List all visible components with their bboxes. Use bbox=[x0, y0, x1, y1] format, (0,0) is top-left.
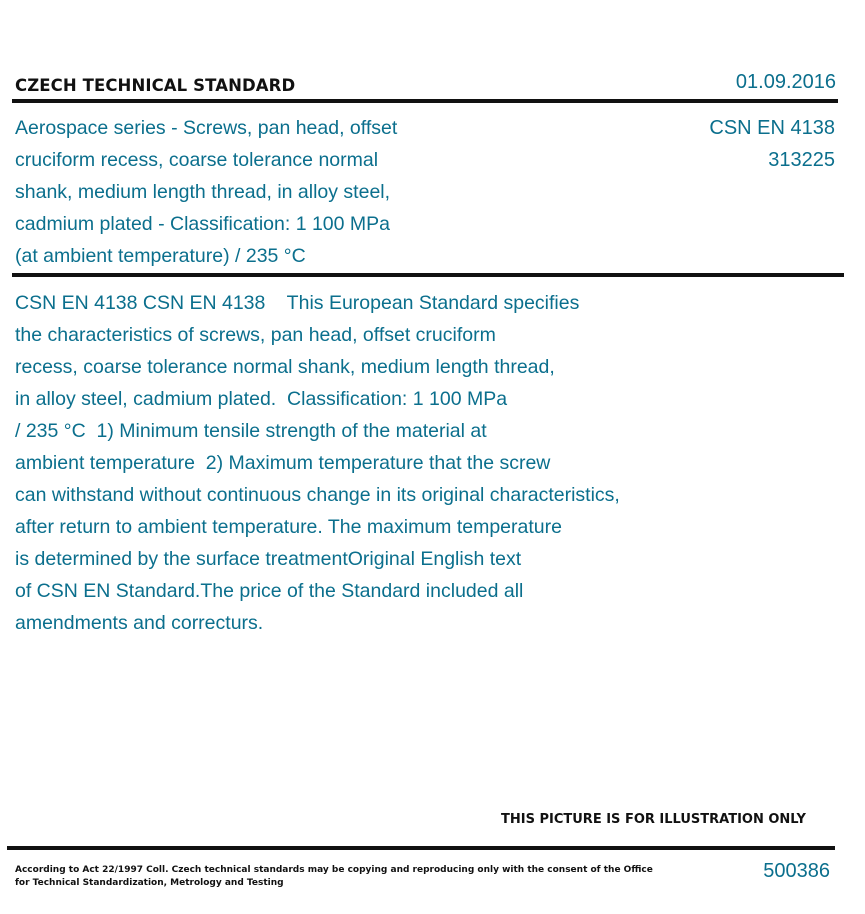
description-line: after return to ambient temperature. The maximum temperature bbox=[15, 516, 562, 538]
standard-title-line: shank, medium length thread, in alloy steel, bbox=[15, 181, 391, 203]
description-line: of CSN EN Standard.The price of the Standard included all bbox=[15, 580, 524, 602]
standard-title-line: Aerospace series - Screws, pan head, offset bbox=[15, 117, 398, 139]
legal-notice bbox=[15, 864, 653, 890]
footer-divider bbox=[7, 846, 835, 850]
catalog-number: 313225 bbox=[768, 149, 835, 171]
description-line: / 235 °C 1) Minimum tensile strength of the material at bbox=[15, 420, 487, 442]
legal-notice-line: According to Act 22/1997 Coll. Czech technical standards may be copying and reproducing only with the consent of the Office bbox=[15, 865, 653, 875]
title-divider bbox=[12, 273, 844, 277]
illustration-notice: THIS PICTURE IS FOR ILLUSTRATION ONLY bbox=[501, 812, 806, 827]
publication-date: 01.09.2016 bbox=[735, 71, 836, 93]
description-line: is determined by the surface treatmentOriginal English text bbox=[15, 548, 522, 570]
description-line: amendments and correcturs. bbox=[15, 612, 264, 634]
standard-title-line: cruciform recess, coarse tolerance normal bbox=[15, 149, 379, 171]
description-line: recess, coarse tolerance normal shank, medium length thread, bbox=[15, 356, 555, 378]
standard-title-line: cadmium plated - Classification: 1 100 MPa bbox=[15, 213, 391, 235]
standard-title-line: (at ambient temperature) / 235 °C bbox=[15, 245, 306, 267]
document-header-title: CZECH TECHNICAL STANDARD bbox=[15, 76, 296, 95]
legal-notice-line: for Technical Standardization, Metrology and Testing bbox=[15, 878, 284, 888]
description-line: in alloy steel, cadmium plated. Classification: 1 100 MPa bbox=[15, 388, 508, 410]
header-divider bbox=[12, 99, 838, 103]
description-line: CSN EN 4138 CSN EN 4138 This European Standard specifies bbox=[15, 292, 580, 314]
document-number: 500386 bbox=[763, 860, 830, 882]
description-line: ambient temperature 2) Maximum temperature that the screw bbox=[15, 452, 551, 474]
standard-code: CSN EN 4138 bbox=[709, 117, 835, 139]
description-line: the characteristics of screws, pan head, offset cruciform bbox=[15, 324, 496, 346]
description-line: can withstand without continuous change in its original characteristics, bbox=[15, 484, 620, 506]
